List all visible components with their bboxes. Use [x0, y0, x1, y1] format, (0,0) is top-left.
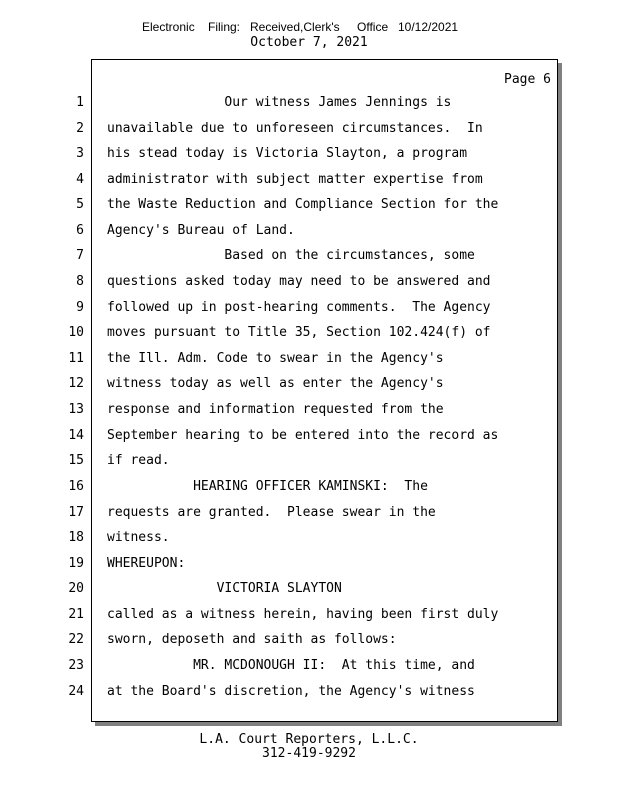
line-text: Agency's Bureau of Land.: [107, 223, 295, 238]
electronic-filing-stamp: [0, 20, 618, 36]
footer-phone: 312-419-9292: [262, 746, 356, 761]
line-number: 9: [76, 300, 84, 315]
line-text: unavailable due to unforeseen circumstances. In: [107, 121, 483, 136]
line-text: VICTORIA SLAYTON: [107, 581, 342, 596]
stamp-office: Office: [357, 20, 389, 34]
line-number: 2: [76, 121, 84, 136]
line-number: 16: [68, 479, 84, 494]
stamp-filing: Filing:: [208, 20, 241, 34]
line-text: the Ill. Adm. Code to swear in the Agency's: [107, 351, 444, 366]
line-number: 14: [68, 428, 84, 443]
line-number: 17: [68, 505, 84, 520]
stamp-received: Received,Clerk's: [250, 20, 340, 34]
line-text: HEARING OFFICER KAMINSKI: The: [107, 479, 428, 494]
line-number: 13: [68, 402, 84, 417]
line-text: his stead today is Victoria Slayton, a program: [107, 146, 468, 161]
hearing-date: October 7, 2021: [250, 35, 368, 50]
line-text: administrator with subject matter expertise from: [107, 172, 483, 187]
line-number: 15: [68, 453, 84, 468]
line-number: 5: [76, 197, 84, 212]
line-text: called as a witness herein, having been first duly: [107, 607, 499, 622]
line-text: moves pursuant to Title 35, Section 102.424(f) of: [107, 325, 491, 340]
line-text: questions asked today may need to be answered and: [107, 274, 491, 289]
line-text: witness today as well as enter the Agency's: [107, 376, 444, 391]
line-number: 7: [76, 248, 84, 263]
line-number: 6: [76, 223, 84, 238]
line-text: sworn, deposeth and saith as follows:: [107, 632, 397, 647]
line-number: 11: [68, 351, 84, 366]
line-number: 4: [76, 172, 84, 187]
line-text: at the Board's discretion, the Agency's witness: [107, 684, 475, 699]
stamp-electronic: Electronic: [142, 20, 195, 34]
line-number: 22: [68, 632, 84, 647]
line-number: 3: [76, 146, 84, 161]
line-text: requests are granted. Please swear in the: [107, 505, 436, 520]
line-number: 23: [68, 658, 84, 673]
line-text: response and information requested from the: [107, 402, 444, 417]
line-text: followed up in post-hearing comments. The Agency: [107, 300, 491, 315]
line-text: if read.: [107, 453, 170, 468]
line-number: 1: [76, 95, 84, 110]
line-text: September hearing to be entered into the record as: [107, 428, 499, 443]
page-number: Page 6: [504, 72, 551, 87]
line-text: Based on the circumstances, some: [107, 248, 475, 263]
line-number: 24: [68, 684, 84, 699]
line-text: witness.: [107, 530, 170, 545]
line-number: 19: [68, 556, 84, 571]
line-text: MR. MCDONOUGH II: At this time, and: [107, 658, 475, 673]
line-number: 21: [68, 607, 84, 622]
line-number: 8: [76, 274, 84, 289]
line-text: WHEREUPON:: [107, 556, 186, 571]
line-number: 18: [68, 530, 84, 545]
line-number: 10: [68, 325, 84, 340]
stamp-date: 10/12/2021: [398, 20, 459, 34]
line-number: 12: [68, 376, 84, 391]
line-number: 20: [68, 581, 84, 596]
line-text: the Waste Reduction and Compliance Section for the: [107, 197, 499, 212]
line-text: Our witness James Jennings is: [107, 95, 452, 110]
footer-company: L.A. Court Reporters, L.L.C.: [199, 732, 419, 747]
